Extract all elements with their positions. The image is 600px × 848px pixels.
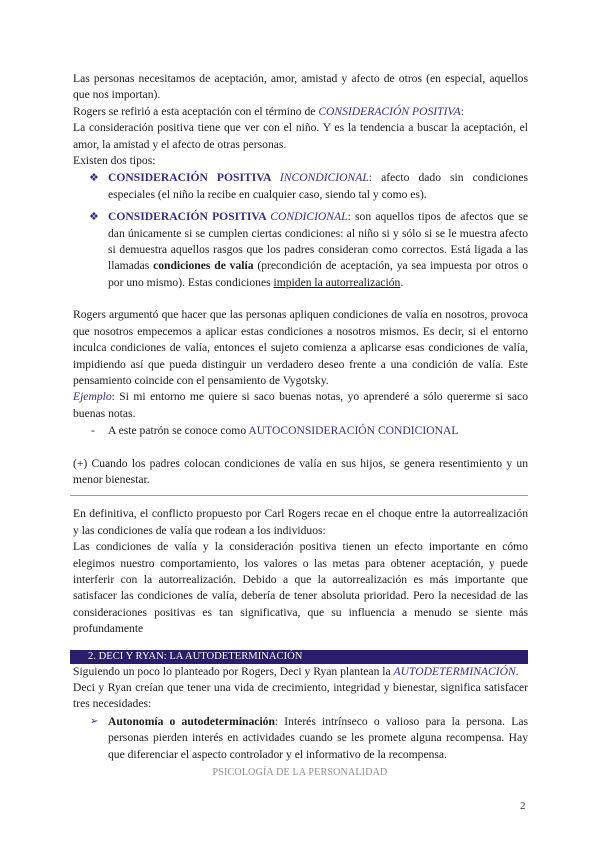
paragraph: Deci y Ryan creían que tener una vida de crecimiento, integridad y bienestar, significa satisfacer tres necesidades:: [73, 681, 528, 711]
arrow-bullet-icon: ➢: [90, 715, 99, 727]
paragraph: Siguiendo un poco lo planteado por Rogers, Deci y Ryan plantean la AUTODETERMINACIÓN.: [73, 664, 519, 678]
diamond-bullet-icon: ❖: [89, 211, 99, 224]
page-body: [73, 71, 528, 763]
term-consideracion-positiva: CONSIDERACIÓN POSITIVA: [318, 104, 461, 118]
term-autoconsideracion: AUTOCONSIDERACIÓN CONDICIONAL: [248, 424, 459, 438]
page-number: 2: [520, 800, 526, 812]
paragraph: Rogers argumentó que hacer que las personas apliquen condiciones de valía en nosotros, provoca que nosotros empecemos a aplicar estas condiciones a nosotros mismos. Es decir, si el entorno inculca condiciones de valía, entonces el sujeto comienza a aplicarse esas condiciones de valía, impidiendo así que pueda distinguir un verdadero deseo frente a una condición de valía. Este pensamiento coincide con el pensamiento de Vygotsky.: [73, 308, 528, 387]
list-item: ➢ Autonomía o autodeterminación: Interés intrínseco o valioso para la persona. Las personas pierden interés en actividades cuando se les promete alguna recompensa. Hay que diferenciar el aspecto controlador y el informativo de la recompensa.: [90, 714, 528, 761]
paragraph: Las condiciones de valía y la consideración positiva tienen un efecto importante en cómo elegimos nuestro comportamiento, los valores o las metas para obtener aceptación, y puede interferir con la autorrealización. Debido a que la autorrealización es más importante que satisfacer las condiciones de valía, debería de tener absoluta prioridad. Pero la necesidad de las consideraciones positivas es tan significativa, que su influencia a menudo se siente más profundamente: [73, 540, 528, 636]
paragraph: Existen dos tipos:: [73, 154, 156, 168]
paragraph: Ejemplo: Si mi entorno me quiere si saco buenas notas, yo aprenderé a sólo quererme si saco buenas notas.: [73, 390, 528, 420]
section-heading: 2. DECI Y RYAN: LA AUTODETERMINACIÓN: [70, 650, 528, 664]
diamond-bullet-icon: ❖: [89, 172, 99, 185]
paragraph: En definitiva, el conflicto propuesto por Carl Rogers recae en el choque entre la autorrealización y las condiciones de valía que rodean a los individuos:: [73, 507, 528, 537]
paragraph: Las personas necesitamos de aceptación, amor, amistad y afecto de otros (en especial, aquellos que nos importan).: [73, 72, 528, 102]
list-item: ❖ CONSIDERACIÓN POSITIVA INCONDICIONAL: afecto dado sin condiciones especiales (el niño la recibe en cualquier caso, siendo tal y como es).: [89, 171, 529, 201]
page-footer: PSICOLOGÍA DE LA PERSONALIDAD: [212, 767, 388, 778]
paragraph: Rogers se refirió a esta aceptación con el término de CONSIDERACIÓN POSITIVA:: [73, 104, 464, 118]
list-item: - A este patrón se conoce como AUTOCONSIDERACIÓN CONDICIONAL: [91, 424, 459, 438]
divider: [70, 495, 528, 496]
list-item: ❖ CONSIDERACIÓN POSITIVA CONDICIONAL: son aquellos tipos de afectos que se dan únicamente si se cumplen ciertas condiciones: al niño si y sólo si se le muestra afecto si demuestra aquellos rasgos que los padres consideran como correctos. Está ligada a las llamadas condiciones de valía (precondición de aceptación, ya sea impuesta por otros o por uno mismo). Estas condiciones impiden la autorrealización.: [89, 210, 529, 289]
paragraph: (+) Cuando los padres colocan condiciones de valía en sus hijos, se genera resentimiento y un menor bienestar.: [73, 456, 528, 486]
paragraph: La consideración positiva tiene que ver con el niño. Y es la tendencia a buscar la aceptación, el amor, la amistad y el afecto de otras personas.: [73, 121, 528, 151]
